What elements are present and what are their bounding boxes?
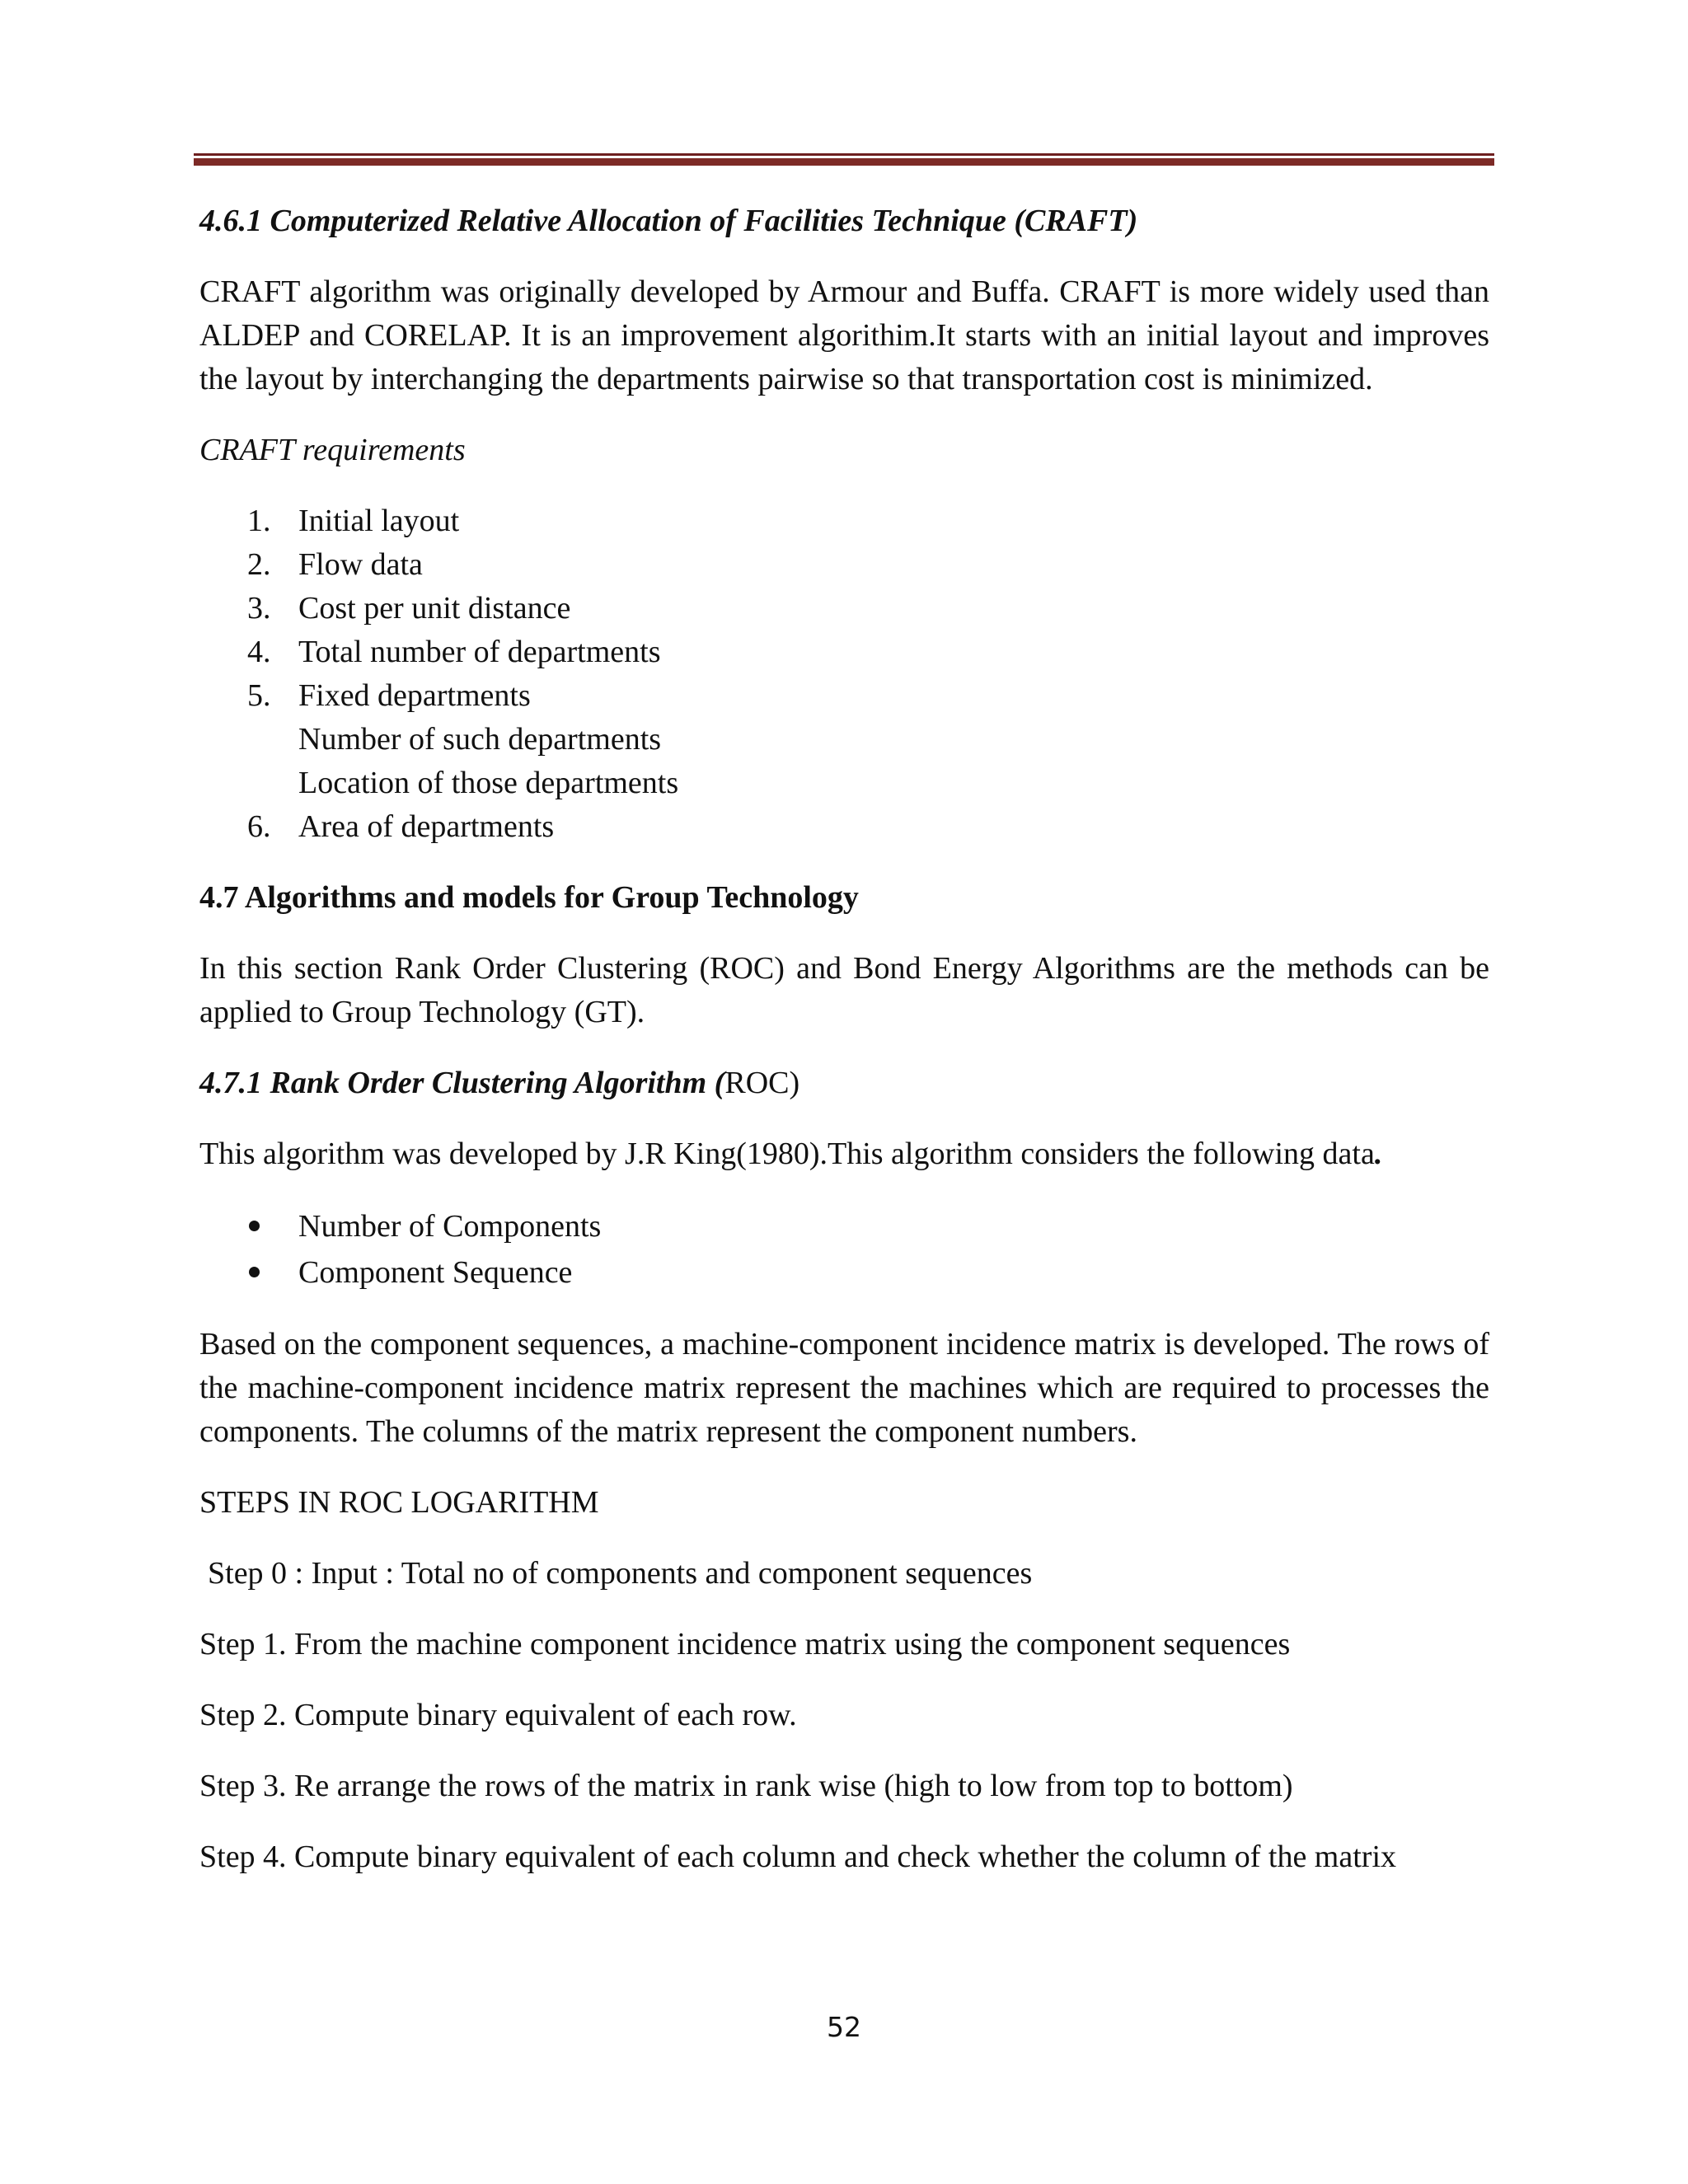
heading-4-7: 4.7 Algorithms and models for Group Technology — [199, 880, 859, 915]
list-item-subline: Location of those departments — [298, 766, 679, 800]
list-item — [199, 805, 1489, 849]
heading-4-6-1: 4.6.1 Computerized Relative Allocation of Facilities Technique (CRAFT) — [199, 204, 1138, 238]
list-item — [199, 499, 1489, 543]
header-rule-thick — [194, 158, 1494, 166]
step-0: Step 0 : Input : Total no of components and component sequences — [208, 1556, 1033, 1591]
list-item-text: Initial layout — [298, 504, 460, 538]
list-item-text: Number of Components — [298, 1209, 602, 1244]
list-item-number: 5. — [247, 678, 271, 713]
list-item-text: Fixed departments — [298, 678, 531, 713]
list-item-number: 3. — [247, 591, 271, 626]
list-item-number: 2. — [247, 547, 271, 582]
list-item-number: 6. — [247, 809, 271, 844]
heading-4-7-1 — [199, 1062, 1489, 1105]
step-1: Step 1. From the machine component incidence matrix using the component sequences — [199, 1627, 1291, 1661]
group-technology-paragraph: In this section Rank Order Clustering (ROC) and Bond Energy Algorithms are the methods can be applied to Group Technology (GT). — [199, 951, 1489, 1029]
craft-requirements-label: CRAFT requirements — [199, 433, 466, 467]
heading-4-7-1-plain: ROC) — [724, 1066, 800, 1100]
list-item-text: Flow data — [298, 547, 423, 582]
list-item-number: 4. — [247, 635, 271, 669]
bullet-icon — [249, 1221, 260, 1231]
page-number: 52 — [827, 2011, 861, 2043]
roc-data-list — [199, 1203, 1489, 1296]
list-item-subline: Number of such departments — [298, 722, 662, 757]
page-content — [199, 199, 1489, 1906]
list-item — [199, 543, 1489, 587]
list-item-text: Cost per unit distance — [298, 591, 571, 626]
heading-4-7-1-bold: 4.7.1 Rank Order Clustering Algorithm ( — [199, 1066, 725, 1100]
list-item — [199, 1249, 1489, 1296]
roc-intro — [199, 1132, 1489, 1176]
step-2: Step 2. Compute binary equivalent of each row. — [199, 1698, 797, 1732]
list-item — [199, 674, 1489, 805]
list-item — [199, 1203, 1489, 1249]
craft-paragraph: CRAFT algorithm was originally developed by Armour and Buffa. CRAFT is more widely used than ALDEP and CORELAP. It is an improvement algorithim.It starts with an initial layout and improves the layout by interchanging the departments pairwise so that transportation cost is minimized. — [199, 274, 1489, 396]
incidence-matrix-paragraph: Based on the component sequences, a machine-component incidence matrix is developed. The rows of the machine-component incidence matrix represent the machines which are required to processes the components. The columns of the matrix represent the component numbers. — [199, 1327, 1489, 1449]
list-item — [199, 587, 1489, 630]
roc-intro-end: . — [1374, 1137, 1383, 1171]
roc-intro-text: This algorithm was developed by J.R King(1980).This algorithm considers the following data — [199, 1137, 1375, 1171]
list-item — [199, 630, 1489, 674]
list-item-text: Area of departments — [298, 809, 555, 844]
craft-requirements-list — [199, 499, 1489, 849]
list-item-text: Total number of departments — [298, 635, 661, 669]
steps-title: STEPS IN ROC LOGARITHM — [199, 1485, 599, 1520]
step-3: Step 3. Re arrange the rows of the matrix in rank wise (high to low from top to bottom) — [199, 1769, 1293, 1803]
step-4: Step 4. Compute binary equivalent of each column and check whether the column of the matrix — [199, 1840, 1396, 1874]
list-item-number: 1. — [247, 504, 271, 538]
header-rule-thin — [194, 153, 1494, 156]
list-item-text: Component Sequence — [298, 1255, 573, 1290]
bullet-icon — [249, 1267, 260, 1277]
